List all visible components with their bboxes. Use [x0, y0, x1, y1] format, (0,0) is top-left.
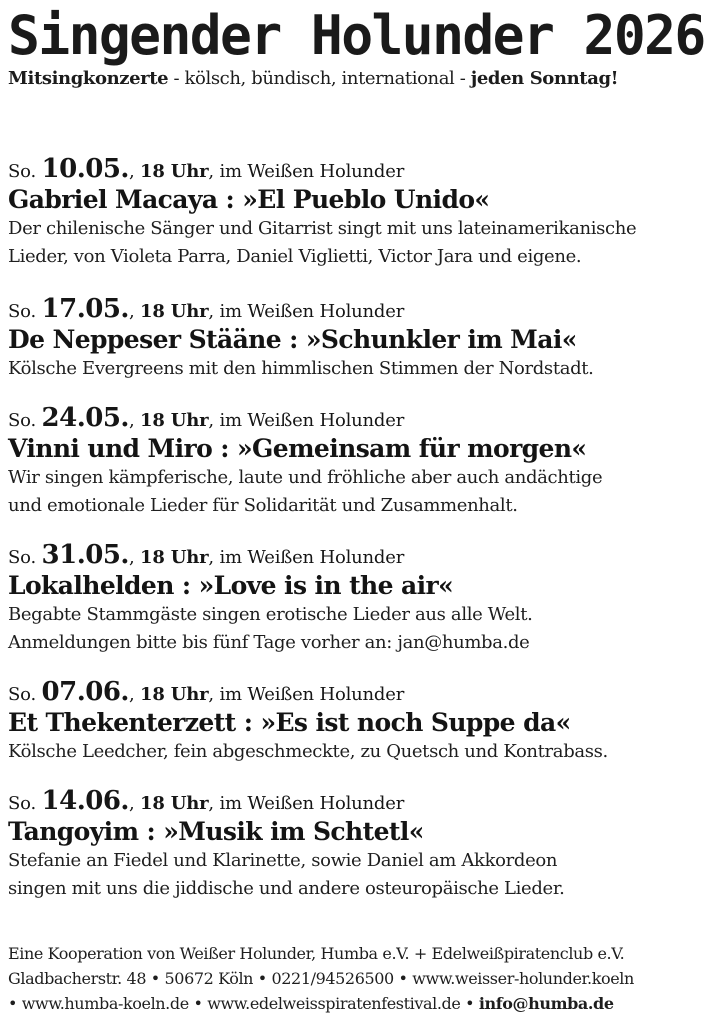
footer-address-line: Gladbacherstr. 48 • 50672 Köln • 0221/94526500 • www.weisser-holunder.koeln	[8, 969, 634, 988]
event-date: 10.05.	[41, 154, 129, 184]
event-date-line	[8, 296, 708, 325]
event-list	[8, 156, 708, 925]
event-weekday: So.	[8, 547, 36, 568]
event-item	[8, 296, 708, 383]
event-date: 31.05.	[41, 540, 129, 570]
event-date-comma: ,	[128, 684, 141, 705]
event-time: 18 Uhr	[140, 410, 209, 431]
event-time: 18 Uhr	[140, 301, 209, 322]
event-item	[8, 542, 708, 657]
subtitle-every-sunday: jeden Sonntag!	[470, 68, 619, 89]
page-title: Singender Holunder 2026	[8, 4, 705, 67]
event-date: 17.05.	[41, 294, 129, 324]
event-location: , im Weißen Holunder	[208, 410, 405, 431]
event-date-comma: ,	[128, 793, 141, 814]
event-description-line: Wir singen kämpferische, laute und fröhliche aber auch andächtige	[8, 467, 603, 488]
event-description-line: Kölsche Evergreens mit den himmlischen Stimmen der Nordstadt.	[8, 358, 594, 379]
footer-links-line	[8, 991, 708, 1016]
event-description-line: singen mit uns die jiddische und andere osteuropäische Lieder.	[8, 878, 565, 899]
footer-websites: • www.humba-koeln.de • www.edelweisspiratenfestival.de •	[8, 994, 479, 1013]
event-location: , im Weißen Holunder	[208, 684, 405, 705]
event-date-comma: ,	[128, 547, 141, 568]
event-weekday: So.	[8, 301, 36, 322]
event-date-line	[8, 542, 708, 571]
event-description-line: Kölsche Leedcher, fein abgeschmeckte, zu Quetsch und Kontrabass.	[8, 741, 608, 762]
event-location: , im Weißen Holunder	[208, 547, 405, 568]
event-item	[8, 788, 708, 903]
event-time: 18 Uhr	[140, 161, 209, 182]
event-date-comma: ,	[128, 161, 141, 182]
header	[8, 4, 708, 90]
event-date-line	[8, 156, 708, 185]
event-weekday: So.	[8, 410, 36, 431]
event-date-comma: ,	[128, 301, 141, 322]
event-date: 14.06.	[41, 786, 129, 816]
event-description-line: Begabte Stammgäste singen erotische Lieder aus alle Welt.	[8, 604, 533, 625]
event-description-line: Der chilenische Sänger und Gitarrist singt mit uns lateinamerikanische	[8, 218, 637, 239]
subtitle	[8, 68, 708, 90]
event-location: , im Weißen Holunder	[208, 301, 405, 322]
event-time: 18 Uhr	[140, 684, 209, 705]
event-location: , im Weißen Holunder	[208, 793, 405, 814]
event-location: , im Weißen Holunder	[208, 161, 405, 182]
event-title: Lokalhelden : »Love is in the air«	[8, 571, 454, 600]
event-title: Et Thekenterzett : »Es ist noch Suppe da«	[8, 708, 571, 737]
footer-email: info@humba.de	[478, 994, 614, 1013]
event-weekday: So.	[8, 793, 36, 814]
event-title: Tangoyim : »Musik im Schtetl«	[8, 817, 424, 846]
event-title: Vinni und Miro : »Gemeinsam für morgen«	[8, 434, 587, 463]
event-date-line	[8, 788, 708, 817]
subtitle-genres: - kölsch, bündisch, international -	[168, 68, 471, 89]
event-date: 07.06.	[41, 677, 129, 707]
event-description-line: Stefanie an Fiedel und Klarinette, sowie Daniel am Akkordeon	[8, 850, 558, 871]
event-description-line: Lieder, von Violeta Parra, Daniel Viglietti, Victor Jara und eigene.	[8, 246, 582, 267]
event-description-line: und emotionale Lieder für Solidarität und Zusammenhalt.	[8, 495, 518, 516]
subtitle-concerts: Mitsingkonzerte	[8, 68, 169, 89]
event-title: Gabriel Macaya : »El Pueblo Unido«	[8, 185, 490, 214]
event-title: De Neppeser Stääne : »Schunkler im Mai«	[8, 325, 577, 354]
event-date: 24.05.	[41, 403, 129, 433]
event-item	[8, 156, 708, 271]
event-time: 18 Uhr	[140, 547, 209, 568]
event-date-line	[8, 679, 708, 708]
event-weekday: So.	[8, 684, 36, 705]
event-date-line	[8, 405, 708, 434]
footer	[8, 941, 708, 1016]
event-item	[8, 679, 708, 766]
event-date-comma: ,	[128, 410, 141, 431]
event-time: 18 Uhr	[140, 793, 209, 814]
event-description-line: Anmeldungen bitte bis fünf Tage vorher an: jan@humba.de	[8, 632, 530, 653]
event-item	[8, 405, 708, 520]
event-weekday: So.	[8, 161, 36, 182]
footer-cooperation-line: Eine Kooperation von Weißer Holunder, Humba e.V. + Edelweißpiratenclub e.V.	[8, 944, 625, 963]
